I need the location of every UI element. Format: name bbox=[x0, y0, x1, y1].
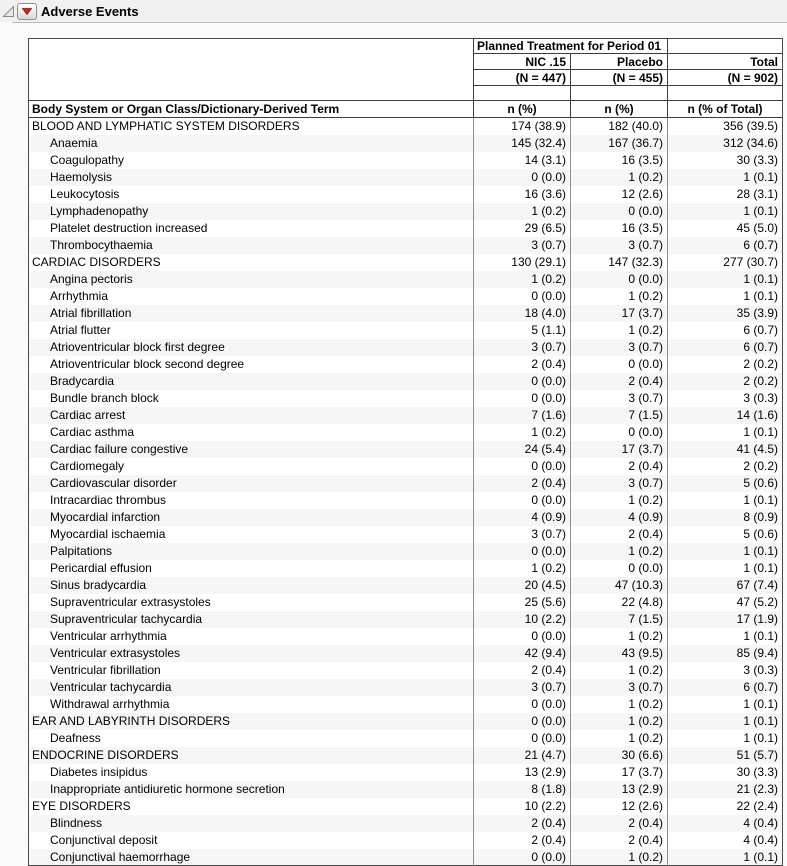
nic-value-cell: 1 (0.2) bbox=[474, 271, 571, 288]
total-value-cell: 356 (39.5) bbox=[668, 118, 783, 135]
term-cell: Coagulopathy bbox=[50, 153, 125, 167]
placebo-value-cell: 2 (0.4) bbox=[571, 373, 668, 390]
term-cell: Ventricular fibrillation bbox=[50, 663, 161, 677]
placebo-value-cell: 43 (9.5) bbox=[571, 645, 668, 662]
total-value-cell: 47 (5.2) bbox=[668, 594, 783, 611]
outline-title-bar bbox=[0, 0, 787, 22]
placebo-value-cell: 2 (0.4) bbox=[571, 526, 668, 543]
table-row bbox=[29, 237, 783, 254]
term-cell: BLOOD AND LYMPHATIC SYSTEM DISORDERS bbox=[32, 119, 300, 134]
outline-title: Adverse Events bbox=[41, 4, 139, 19]
nic-value-cell: 0 (0.0) bbox=[474, 288, 571, 305]
table-row bbox=[29, 611, 783, 628]
stat-header-nic: n (%) bbox=[474, 101, 571, 118]
nic-value-cell: 10 (2.2) bbox=[474, 611, 571, 628]
placebo-value-cell: 7 (1.5) bbox=[571, 611, 668, 628]
nic-value-cell: 3 (0.7) bbox=[474, 237, 571, 254]
table-row bbox=[29, 424, 783, 441]
placebo-value-cell: 3 (0.7) bbox=[571, 339, 668, 356]
placebo-value-cell: 0 (0.0) bbox=[571, 424, 668, 441]
placebo-value-cell: 1 (0.2) bbox=[571, 713, 668, 730]
nic-value-cell: 130 (29.1) bbox=[474, 254, 571, 271]
table-row bbox=[29, 305, 783, 322]
placebo-value-cell: 2 (0.4) bbox=[571, 832, 668, 849]
term-cell: Platelet destruction increased bbox=[50, 221, 208, 235]
table-row bbox=[29, 713, 783, 730]
table-row bbox=[29, 662, 783, 679]
table-row bbox=[29, 849, 783, 866]
total-value-cell: 1 (0.1) bbox=[668, 713, 783, 730]
table-row bbox=[29, 169, 783, 186]
total-value-cell: 6 (0.7) bbox=[668, 679, 783, 696]
term-cell: Cardiac failure congestive bbox=[50, 442, 189, 456]
table-row bbox=[29, 645, 783, 662]
nic-value-cell: 42 (9.4) bbox=[474, 645, 571, 662]
nic-value-cell: 0 (0.0) bbox=[474, 696, 571, 713]
table-row bbox=[29, 475, 783, 492]
term-cell: Thrombocythaemia bbox=[50, 238, 153, 252]
table-row bbox=[29, 543, 783, 560]
nic-value-cell: 2 (0.4) bbox=[474, 662, 571, 679]
table-row bbox=[29, 730, 783, 747]
total-value-cell: 1 (0.1) bbox=[668, 169, 783, 186]
nic-value-cell: 4 (0.9) bbox=[474, 509, 571, 526]
total-value-cell: 1 (0.1) bbox=[668, 696, 783, 713]
total-value-cell: 1 (0.1) bbox=[668, 492, 783, 509]
total-value-cell: 277 (30.7) bbox=[668, 254, 783, 271]
term-cell: Atrioventricular block first degree bbox=[50, 340, 225, 354]
total-value-cell: 67 (7.4) bbox=[668, 577, 783, 594]
table-row bbox=[29, 560, 783, 577]
total-value-cell: 5 (0.6) bbox=[668, 526, 783, 543]
total-value-cell: 6 (0.7) bbox=[668, 322, 783, 339]
placebo-value-cell: 2 (0.4) bbox=[571, 815, 668, 832]
table-row bbox=[29, 815, 783, 832]
table-row bbox=[29, 594, 783, 611]
placebo-value-cell: 0 (0.0) bbox=[571, 203, 668, 220]
total-value-cell: 2 (0.2) bbox=[668, 458, 783, 475]
table-row bbox=[29, 271, 783, 288]
placebo-value-cell: 3 (0.7) bbox=[571, 679, 668, 696]
term-cell: Ventricular arrhythmia bbox=[50, 629, 167, 643]
total-value-cell: 51 (5.7) bbox=[668, 747, 783, 764]
total-value-cell: 14 (1.6) bbox=[668, 407, 783, 424]
placebo-value-cell: 1 (0.2) bbox=[571, 849, 668, 866]
disclosure-triangle-icon[interactable] bbox=[2, 5, 15, 18]
nic-value-cell: 1 (0.2) bbox=[474, 560, 571, 577]
term-cell: Ventricular extrasystoles bbox=[50, 646, 181, 660]
total-blank-header-cell bbox=[668, 39, 783, 54]
term-cell: Bradycardia bbox=[50, 374, 115, 388]
placebo-value-cell: 3 (0.7) bbox=[571, 237, 668, 254]
nic-value-cell: 145 (32.4) bbox=[474, 135, 571, 152]
total-value-cell: 21 (2.3) bbox=[668, 781, 783, 798]
placebo-value-cell: 182 (40.0) bbox=[571, 118, 668, 135]
term-cell: Palpitations bbox=[50, 544, 113, 558]
term-cell: Bundle branch block bbox=[50, 391, 159, 405]
term-cell: Conjunctival haemorrhage bbox=[50, 849, 191, 864]
n-count-total: (N = 902) bbox=[668, 70, 783, 86]
spanner-row bbox=[29, 39, 783, 54]
nic-value-cell: 1 (0.2) bbox=[474, 203, 571, 220]
table-row bbox=[29, 407, 783, 424]
nic-value-cell: 2 (0.4) bbox=[474, 475, 571, 492]
total-value-cell: 4 (0.4) bbox=[668, 832, 783, 849]
term-cell: Leukocytosis bbox=[50, 187, 120, 201]
total-value-cell: 1 (0.1) bbox=[668, 543, 783, 560]
placebo-value-cell: 147 (32.3) bbox=[571, 254, 668, 271]
placebo-value-cell: 1 (0.2) bbox=[571, 628, 668, 645]
nic-value-cell: 3 (0.7) bbox=[474, 679, 571, 696]
total-value-cell: 1 (0.1) bbox=[668, 203, 783, 220]
term-cell: Supraventricular extrasystoles bbox=[50, 595, 211, 609]
placebo-value-cell: 47 (10.3) bbox=[571, 577, 668, 594]
column-header-nic: NIC .15 bbox=[474, 54, 571, 70]
table-row bbox=[29, 492, 783, 509]
placebo-value-cell: 3 (0.7) bbox=[571, 475, 668, 492]
placebo-value-cell: 2 (0.4) bbox=[571, 458, 668, 475]
nic-value-cell: 0 (0.0) bbox=[474, 713, 571, 730]
total-value-cell: 8 (0.9) bbox=[668, 509, 783, 526]
nic-value-cell: 16 (3.6) bbox=[474, 186, 571, 203]
total-value-cell: 35 (3.9) bbox=[668, 305, 783, 322]
placebo-value-cell: 17 (3.7) bbox=[571, 764, 668, 781]
column-header-total: Total bbox=[668, 54, 783, 70]
table-row bbox=[29, 203, 783, 220]
total-value-cell: 41 (4.5) bbox=[668, 441, 783, 458]
term-cell: Lymphadenopathy bbox=[50, 204, 149, 218]
placebo-value-cell: 3 (0.7) bbox=[571, 390, 668, 407]
term-cell: Atrioventricular block second degree bbox=[50, 357, 245, 371]
term-cell: Deafness bbox=[50, 731, 101, 745]
total-value-cell: 6 (0.7) bbox=[668, 339, 783, 356]
table-row bbox=[29, 356, 783, 373]
header-corner-cell bbox=[29, 39, 474, 101]
placebo-value-cell: 13 (2.9) bbox=[571, 781, 668, 798]
placebo-value-cell: 1 (0.2) bbox=[571, 696, 668, 713]
term-cell: Pericardial effusion bbox=[50, 561, 152, 575]
nic-value-cell: 0 (0.0) bbox=[474, 373, 571, 390]
nic-value-cell: 2 (0.4) bbox=[474, 815, 571, 832]
nic-value-cell: 0 (0.0) bbox=[474, 458, 571, 475]
total-value-cell: 5 (0.6) bbox=[668, 475, 783, 492]
nic-value-cell: 29 (6.5) bbox=[474, 220, 571, 237]
table-header bbox=[29, 39, 783, 118]
n-count-placebo: (N = 455) bbox=[571, 70, 668, 86]
nic-value-cell: 18 (4.0) bbox=[474, 305, 571, 322]
total-value-cell: 1 (0.1) bbox=[668, 560, 783, 577]
total-value-cell: 6 (0.7) bbox=[668, 237, 783, 254]
table-row bbox=[29, 747, 783, 764]
term-cell: Angina pectoris bbox=[50, 272, 133, 286]
term-cell: Cardiac arrest bbox=[50, 408, 126, 422]
term-cell: Conjunctival deposit bbox=[50, 833, 158, 847]
table-row bbox=[29, 373, 783, 390]
nic-value-cell: 2 (0.4) bbox=[474, 356, 571, 373]
term-cell: Atrial flutter bbox=[50, 323, 111, 337]
placebo-value-cell: 1 (0.2) bbox=[571, 288, 668, 305]
table-row bbox=[29, 288, 783, 305]
nic-value-cell: 2 (0.4) bbox=[474, 832, 571, 849]
table-row bbox=[29, 458, 783, 475]
term-cell: Cardiac asthma bbox=[50, 425, 135, 439]
total-value-cell: 85 (9.4) bbox=[668, 645, 783, 662]
term-cell: Myocardial ischaemia bbox=[50, 527, 166, 541]
term-cell: Myocardial infarction bbox=[50, 510, 161, 524]
n-count-nic: (N = 447) bbox=[474, 70, 571, 86]
table-row bbox=[29, 254, 783, 271]
term-cell: Blindness bbox=[50, 816, 103, 830]
red-triangle-icon bbox=[22, 8, 32, 15]
nic-value-cell: 25 (5.6) bbox=[474, 594, 571, 611]
placebo-value-cell: 22 (4.8) bbox=[571, 594, 668, 611]
total-value-cell: 17 (1.9) bbox=[668, 611, 783, 628]
placebo-value-cell: 16 (3.5) bbox=[571, 220, 668, 237]
nic-value-cell: 0 (0.0) bbox=[474, 730, 571, 747]
placebo-value-cell: 1 (0.2) bbox=[571, 322, 668, 339]
total-value-cell: 1 (0.1) bbox=[668, 271, 783, 288]
placebo-value-cell: 0 (0.0) bbox=[571, 271, 668, 288]
total-value-cell: 3 (0.3) bbox=[668, 662, 783, 679]
term-cell: Cardiovascular disorder bbox=[50, 476, 177, 490]
total-value-cell: 45 (5.0) bbox=[668, 220, 783, 237]
total-value-cell: 1 (0.1) bbox=[668, 288, 783, 305]
nic-value-cell: 10 (2.2) bbox=[474, 798, 571, 815]
total-value-cell: 22 (2.4) bbox=[668, 798, 783, 815]
nic-value-cell: 3 (0.7) bbox=[474, 339, 571, 356]
stat-header-total: n (% of Total) bbox=[668, 101, 783, 118]
placebo-value-cell: 12 (2.6) bbox=[571, 798, 668, 815]
placebo-value-cell: 167 (36.7) bbox=[571, 135, 668, 152]
term-cell: Sinus bradycardia bbox=[50, 578, 147, 592]
table-row bbox=[29, 509, 783, 526]
table-row bbox=[29, 781, 783, 798]
total-value-cell: 1 (0.1) bbox=[668, 730, 783, 747]
nic-value-cell: 14 (3.1) bbox=[474, 152, 571, 169]
term-cell: Intracardiac thrombus bbox=[50, 493, 167, 507]
total-value-cell: 28 (3.1) bbox=[668, 186, 783, 203]
term-cell: Haemolysis bbox=[50, 170, 113, 184]
table-row bbox=[29, 135, 783, 152]
stat-header-row bbox=[29, 101, 783, 118]
nic-value-cell: 0 (0.0) bbox=[474, 492, 571, 509]
placebo-value-cell: 0 (0.0) bbox=[571, 356, 668, 373]
table-row bbox=[29, 390, 783, 407]
table-row bbox=[29, 441, 783, 458]
adverse-events-table bbox=[28, 38, 783, 866]
nic-value-cell: 3 (0.7) bbox=[474, 526, 571, 543]
table-row bbox=[29, 152, 783, 169]
table-body bbox=[29, 118, 783, 866]
row-label-header: Body System or Organ Class/Dictionary-Derived Term bbox=[29, 101, 474, 118]
table-row bbox=[29, 322, 783, 339]
table-row bbox=[29, 696, 783, 713]
placebo-value-cell: 1 (0.2) bbox=[571, 492, 668, 509]
placebo-value-cell: 1 (0.2) bbox=[571, 169, 668, 186]
placebo-value-cell: 4 (0.9) bbox=[571, 509, 668, 526]
term-cell: CARDIAC DISORDERS bbox=[32, 255, 161, 269]
table-row bbox=[29, 764, 783, 781]
table-row bbox=[29, 339, 783, 356]
total-value-cell: 2 (0.2) bbox=[668, 373, 783, 390]
nic-value-cell: 0 (0.0) bbox=[474, 390, 571, 407]
placebo-value-cell: 1 (0.2) bbox=[571, 543, 668, 560]
nic-value-cell: 0 (0.0) bbox=[474, 543, 571, 560]
term-cell: Anaemia bbox=[50, 136, 98, 150]
table-row bbox=[29, 526, 783, 543]
total-value-cell: 2 (0.2) bbox=[668, 356, 783, 373]
nic-value-cell: 13 (2.9) bbox=[474, 764, 571, 781]
table-row bbox=[29, 628, 783, 645]
term-cell: EYE DISORDERS bbox=[32, 799, 131, 813]
total-value-cell: 3 (0.3) bbox=[668, 390, 783, 407]
nic-value-cell: 8 (1.8) bbox=[474, 781, 571, 798]
placebo-value-cell: 17 (3.7) bbox=[571, 305, 668, 322]
term-cell: Ventricular tachycardia bbox=[50, 680, 172, 694]
placebo-value-cell: 1 (0.2) bbox=[571, 730, 668, 747]
term-cell: Cardiomegaly bbox=[50, 459, 125, 473]
term-cell: ENDOCRINE DISORDERS bbox=[32, 748, 179, 762]
table-row bbox=[29, 118, 783, 135]
table-row bbox=[29, 220, 783, 237]
nic-value-cell: 0 (0.0) bbox=[474, 849, 571, 866]
table-row bbox=[29, 798, 783, 815]
term-cell: Atrial fibrillation bbox=[50, 306, 132, 320]
total-value-cell: 1 (0.1) bbox=[668, 424, 783, 441]
total-value-cell: 30 (3.3) bbox=[668, 764, 783, 781]
total-value-cell: 1 (0.1) bbox=[668, 849, 783, 866]
nic-value-cell: 174 (38.9) bbox=[474, 118, 571, 135]
nic-value-cell: 21 (4.7) bbox=[474, 747, 571, 764]
nic-value-cell: 0 (0.0) bbox=[474, 169, 571, 186]
column-header-placebo: Placebo bbox=[571, 54, 668, 70]
placebo-value-cell: 1 (0.2) bbox=[571, 662, 668, 679]
placebo-value-cell: 16 (3.5) bbox=[571, 152, 668, 169]
placebo-value-cell: 7 (1.5) bbox=[571, 407, 668, 424]
term-cell: Withdrawal arrhythmia bbox=[50, 697, 170, 711]
red-triangle-menu-button[interactable] bbox=[17, 3, 37, 20]
total-value-cell: 4 (0.4) bbox=[668, 815, 783, 832]
term-cell: Arrhythmia bbox=[50, 289, 109, 303]
nic-value-cell: 7 (1.6) bbox=[474, 407, 571, 424]
placebo-value-cell: 12 (2.6) bbox=[571, 186, 668, 203]
table-row bbox=[29, 577, 783, 594]
treatment-spanner-header: Planned Treatment for Period 01 bbox=[474, 39, 668, 54]
term-cell: Supraventricular tachycardia bbox=[50, 612, 203, 626]
table-row bbox=[29, 186, 783, 203]
table-row bbox=[29, 832, 783, 849]
outline-underline bbox=[12, 22, 787, 23]
term-cell: EAR AND LABYRINTH DISORDERS bbox=[32, 714, 231, 728]
total-value-cell: 312 (34.6) bbox=[668, 135, 783, 152]
placebo-value-cell: 0 (0.0) bbox=[571, 560, 668, 577]
nic-value-cell: 20 (4.5) bbox=[474, 577, 571, 594]
term-cell: Diabetes insipidus bbox=[50, 765, 148, 779]
stat-header-placebo: n (%) bbox=[571, 101, 668, 118]
nic-value-cell: 1 (0.2) bbox=[474, 424, 571, 441]
nic-value-cell: 24 (5.4) bbox=[474, 441, 571, 458]
nic-value-cell: 5 (1.1) bbox=[474, 322, 571, 339]
term-cell: Inappropriate antidiuretic hormone secretion bbox=[50, 782, 285, 796]
nic-value-cell: 0 (0.0) bbox=[474, 628, 571, 645]
placebo-value-cell: 30 (6.6) bbox=[571, 747, 668, 764]
total-value-cell: 1 (0.1) bbox=[668, 628, 783, 645]
total-value-cell: 30 (3.3) bbox=[668, 152, 783, 169]
table-row bbox=[29, 679, 783, 696]
placebo-value-cell: 17 (3.7) bbox=[571, 441, 668, 458]
